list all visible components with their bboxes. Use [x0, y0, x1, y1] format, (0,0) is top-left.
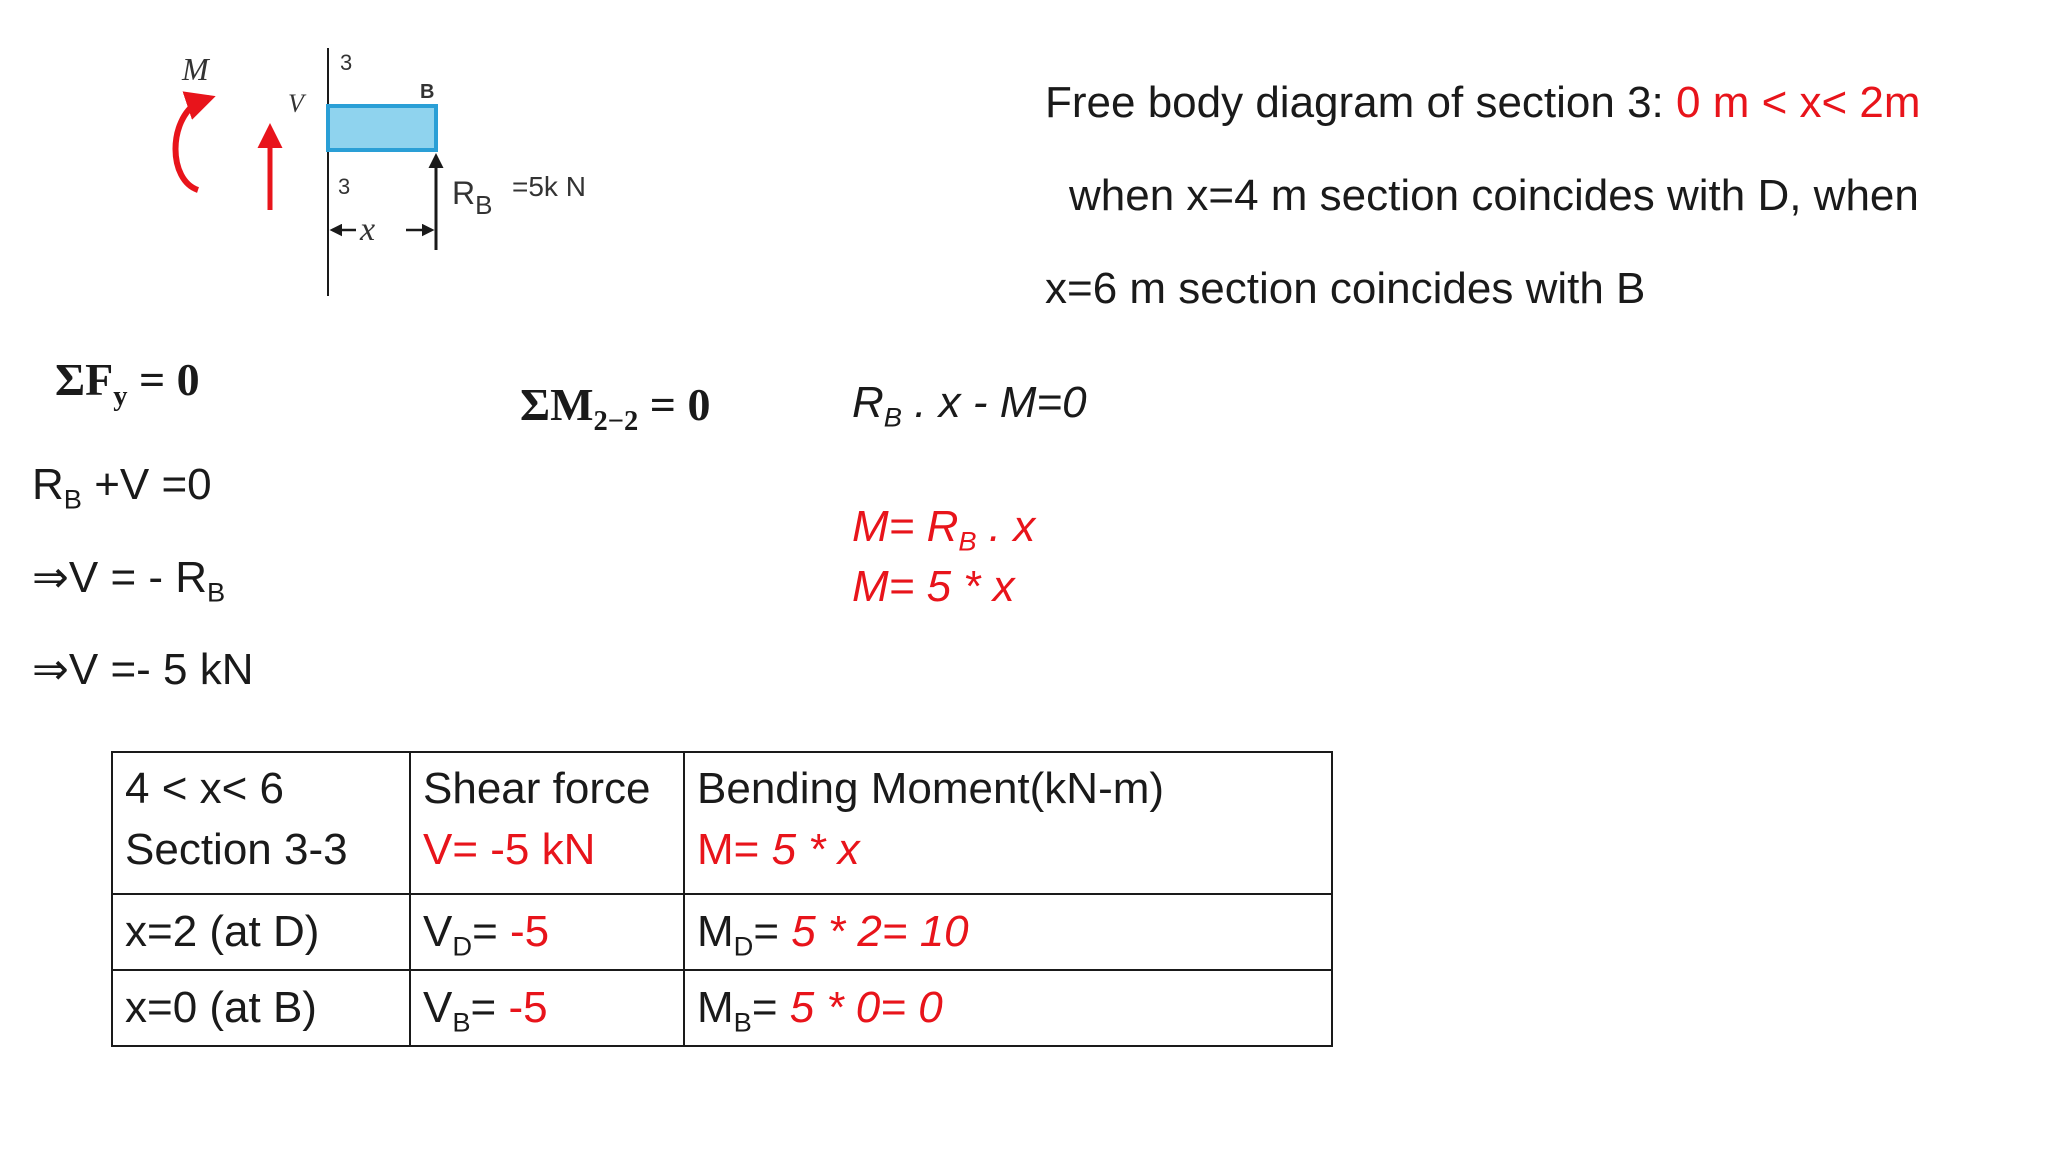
m-equation-1: $M= R_B$ . x — [852, 502, 1036, 557]
reaction-value: =5k N — [512, 171, 586, 202]
v-equation-2: ⇒V =- 5 kN — [32, 645, 254, 694]
header-line-1 — [1045, 78, 1921, 128]
table-cell: $V_D= -5$ — [410, 894, 684, 970]
table-row — [112, 970, 1332, 1046]
moment-arrow-icon — [176, 98, 211, 190]
table-cell: x=2 (at D) — [112, 894, 410, 970]
table-cell: 4 < x< 6 Section 3-3 — [112, 752, 410, 894]
table-cell: Bending Moment(kN-m) M= 5 * x — [684, 752, 1332, 894]
moment-equation: $R_B$ . x - M=0 — [852, 378, 1087, 433]
section-label-top: 3 — [340, 50, 353, 75]
reaction-label: $R_B$ — [452, 175, 493, 220]
header-range: 0 m < x< 2m — [1676, 78, 1921, 127]
x-dimension-label: x — [360, 211, 376, 248]
results-table — [111, 751, 1333, 1047]
header-title: Free body diagram of section 3: — [1045, 78, 1676, 127]
sum-fy-equation: $\Sigma F_y = 0$ — [55, 354, 200, 412]
header-line-3: x=6 m section coincides with B — [1045, 264, 1646, 313]
beam-segment — [328, 106, 436, 150]
table-cell: x=0 (at B) — [112, 970, 410, 1046]
table-cell: $V_B= -5$ — [410, 970, 684, 1046]
rb-plus-v-equation: $R_B +V =0$ — [32, 460, 212, 515]
table-row — [112, 894, 1332, 970]
section-label-bottom: 3 — [338, 174, 351, 199]
table-cell: Shear force V= -5 kN — [410, 752, 684, 894]
point-b-label: B — [420, 81, 435, 103]
header-line-2: when x=4 m section coincides with D, when — [1069, 171, 1919, 220]
m-equation-2: M= 5 * x — [852, 562, 1015, 611]
free-body-diagram — [160, 40, 640, 310]
v-equation-1: ⇒V = - $R_B$ — [32, 553, 226, 608]
shear-label: V — [288, 89, 304, 118]
table-row — [112, 752, 1332, 894]
moment-label: M — [182, 51, 209, 87]
sum-m-equation: $\Sigma M_{2-2} = 0$ — [520, 379, 711, 437]
table-cell: $M_B= 5 * 0= 0$ — [684, 970, 1332, 1046]
table-cell: $M_D= 5 * 2= 10$ — [684, 894, 1332, 970]
